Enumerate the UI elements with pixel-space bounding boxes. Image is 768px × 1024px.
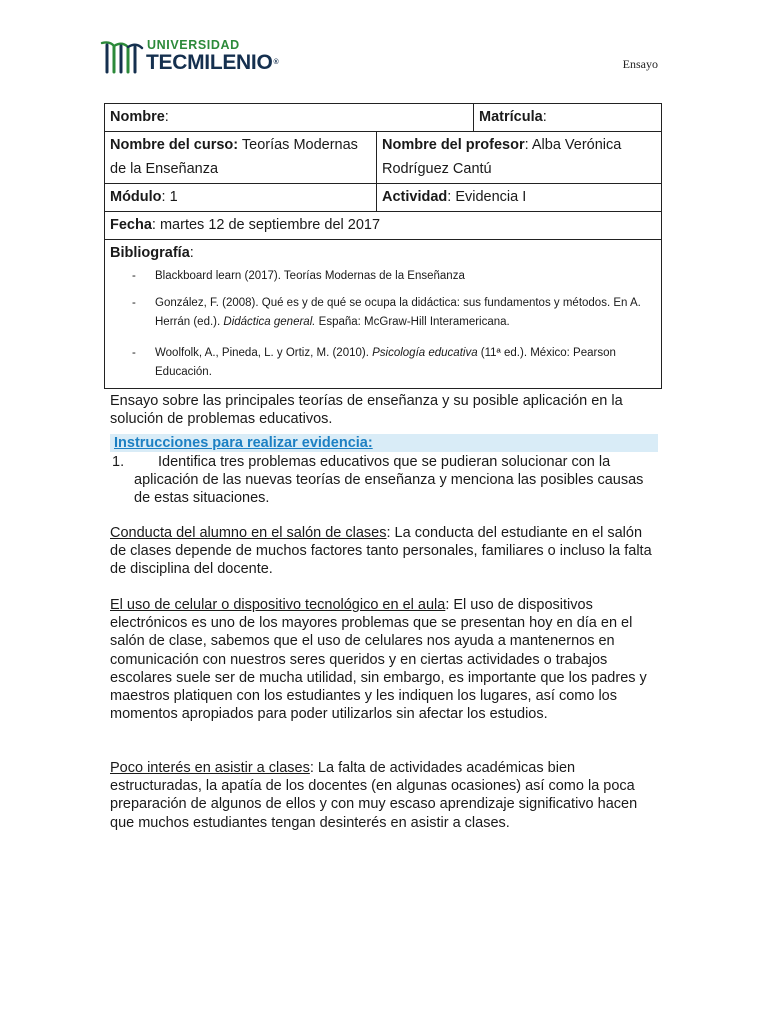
paragraph-student-behavior: Conducta del alumno en el salón de clases: La conducta del estudiante en el salón de clases depende de muchos factores tanto personales, familiares o incluso la falta de disciplina del docente. (110, 525, 652, 578)
table-row (105, 184, 662, 212)
instructions-heading: Instrucciones para realizar evidencia: (110, 434, 658, 452)
document-type-label: Ensayo (622, 57, 658, 71)
list-item: - Blackboard learn (2017). Teorías Modernas de la Enseñanza (110, 267, 656, 286)
essay-intro: Ensayo sobre las principales teorías de enseñanza y su posible aplicación en la solución de problemas educativos. (110, 393, 623, 428)
table-row (105, 240, 662, 389)
paragraph-cellphone-use: El uso de celular o dispositivo tecnológico en el aula: El uso de dispositivos electrónicos es uno de los mayores problemas que se presentan hoy en día en el salón de clase, sabemos que el uso de celulares nos ayuda a mantenernos en comunicación con nuestros seres queridos y en ciertas actividades o trabajos escolares suele ser de mucha utilidad, sin embargo, es importante que los padres y maestros platiquen con los estudiantes y les indiquen los lugares, así como los momentos apropiados para poder utilizarlos sin afectar los estudios. (110, 597, 647, 723)
table-row (105, 132, 662, 184)
professor-name-cell: Nombre del profesor: Alba Verónica Rodríguez Cantú (377, 132, 662, 184)
course-name-cell: Nombre del curso: Teorías Modernas de la Enseñanza (105, 132, 377, 184)
nombre-cell: Nombre: (105, 104, 474, 132)
table-row (105, 212, 662, 240)
instructions-list-item (110, 453, 660, 508)
paragraph-low-interest: Poco interés en asistir a clases: La falta de actividades académicas bien estructuradas, la apatía de los docentes (en algunas ocasiones) así como la poca preparación de algunos de ellos y con muy escaso aprendizaje significativo hacen que muchos estudiantes tengan desinterés en asistir a clases. (110, 760, 638, 831)
date-cell: Fecha: martes 12 de septiembre del 2017 (105, 212, 662, 240)
list-number: 1. (112, 454, 125, 470)
logo-text-tecmilenio: TECMILENIO® (146, 51, 279, 74)
list-item: - Woolfolk, A., Pineda, L. y Ortiz, M. (2010). Psicología educativa (11ª ed.). México: Pearson Educación. (110, 344, 656, 382)
bibliography-cell: Bibliografía: - Blackboard learn (2017). Teorías Modernas de la Enseñanza - González, F. (2008). Qué es y de qué se ocupa la didáctica: sus fundamentos y métodos. En A. Herrán (ed.). Didáctica general. España: McGraw-Hill Interamericana. - Woolfolk, A., Pineda, L. y Ortiz, M. (2010). Psicología educativa (11ª ed.). México: Pearson Educación. (105, 240, 662, 389)
university-logo (100, 38, 300, 78)
logo-text-universidad: UNIVERSIDAD (147, 38, 240, 52)
tecmilenio-logo-icon (100, 38, 144, 76)
table-row (105, 104, 662, 132)
student-info-table (104, 103, 662, 389)
registered-mark: ® (273, 59, 279, 66)
bibliography-list (110, 267, 656, 382)
list-item-text: Identifica tres problemas educativos que se pudieran solucionar con la aplicación de las nuevas teorías de enseñanza y menciona las posibles causas de estas situaciones. (134, 454, 644, 507)
module-cell: Módulo: 1 (105, 184, 377, 212)
list-item: - González, F. (2008). Qué es y de qué se ocupa la didáctica: sus fundamentos y métodos. En A. Herrán (ed.). Didáctica general. España: McGraw-Hill Interamericana. (110, 294, 656, 332)
matricula-cell: Matrícula: (474, 104, 662, 132)
activity-cell: Actividad: Evidencia I (377, 184, 662, 212)
